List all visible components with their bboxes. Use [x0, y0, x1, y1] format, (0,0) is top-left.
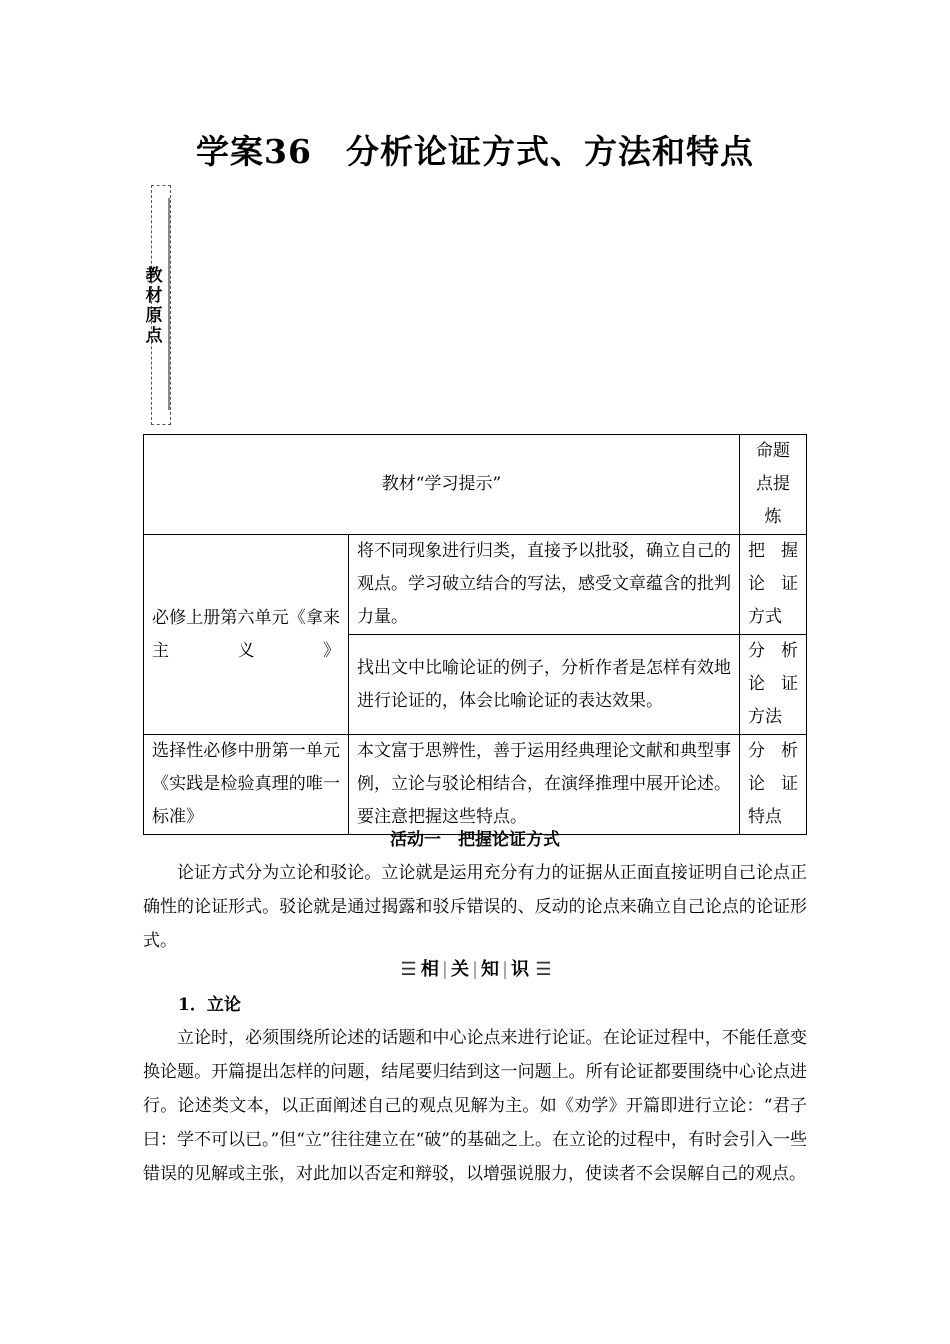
banner-char: 识: [511, 959, 530, 980]
related-knowledge-banner: [0, 956, 950, 984]
source-cell: 必修上册第六单元《拿来主义》: [144, 535, 349, 735]
point-line: 论 证: [748, 674, 798, 694]
side-label: 教材原点: [145, 266, 163, 346]
banner-separator: |: [502, 959, 509, 980]
point-line: 方法: [748, 707, 782, 727]
header-key-points: 命题点提炼: [740, 435, 807, 535]
table-header-row: [144, 435, 807, 535]
point-line: 论 证: [748, 574, 798, 594]
tip-cell: 本文富于思辨性，善于运用经典理论文献和典型事例，立论与驳论相结合，在演绎推理中展开论述。要注意把握这些特点。: [349, 735, 740, 835]
section-heading: 1．立论: [178, 995, 241, 1015]
point-line: 论 证: [748, 774, 798, 794]
point-line: 特点: [748, 807, 782, 827]
point-line: 分 析: [748, 641, 798, 661]
banner-char: 知: [481, 959, 500, 980]
tip-cell: 将不同现象进行归类，直接予以批驳，确立自己的观点。学习破立结合的写法，感受文章蕴含的批判力量。: [349, 535, 740, 635]
banner-separator: |: [441, 959, 448, 980]
point-line: 分 析: [748, 741, 798, 761]
source-cell: 选择性必修中册第一单元《实践是检验真理的唯一标准》: [144, 735, 349, 835]
learning-tips-table: [143, 434, 807, 835]
banner-char: 关: [450, 959, 469, 980]
activity-intro-paragraph: 论证方式分为立论和驳论。立论就是运用充分有力的证据从正面直接证明自己论点正确性的论证形式。驳论就是通过揭露和驳斥错误的、反动的论点来确立自己论点的论证形式。: [143, 863, 807, 951]
point-cell: [740, 635, 807, 735]
point-line: 把 握: [748, 541, 798, 561]
tip-cell: 找出文中比喻论证的例子，分析作者是怎样有效地进行论证的，体会比喻论证的表达效果。: [349, 635, 740, 735]
side-label-bar: [168, 198, 170, 410]
table-row: [144, 535, 807, 635]
header-learning-tips: 教材“学习提示”: [144, 435, 740, 535]
point-line: 方式: [748, 607, 782, 627]
section-body-paragraph: 立论时，必须围绕所论述的话题和中心论点来进行论证。在论证过程中，不能任意变换论题。开篇提出怎样的问题，结尾要归结到这一问题上。所有论证都要围绕中心论点进行。论述类文本，以正面阐述自己的观点见解为主。如《劝学》开篇即进行立论：“君子曰：学不可以已。”但“立”往往建立在“破”的基础之上。在立论的过程中，有时会引入一些错误的见解或主张，对此加以否定和辩驳，以增强说服力，使读者不会误解自己的观点。: [143, 1028, 807, 1184]
banner-char: 相: [420, 959, 439, 980]
activity-title: 活动一 把握论证方式: [390, 830, 560, 850]
banner-separator: |: [471, 959, 479, 980]
banner-right-decoration: ☰: [535, 959, 550, 980]
table-row: [144, 735, 807, 835]
page-title: 学案36 分析论证方式、方法和特点: [196, 132, 754, 171]
point-cell: [740, 535, 807, 635]
banner-left-decoration: ☰: [400, 959, 415, 980]
point-cell: [740, 735, 807, 835]
